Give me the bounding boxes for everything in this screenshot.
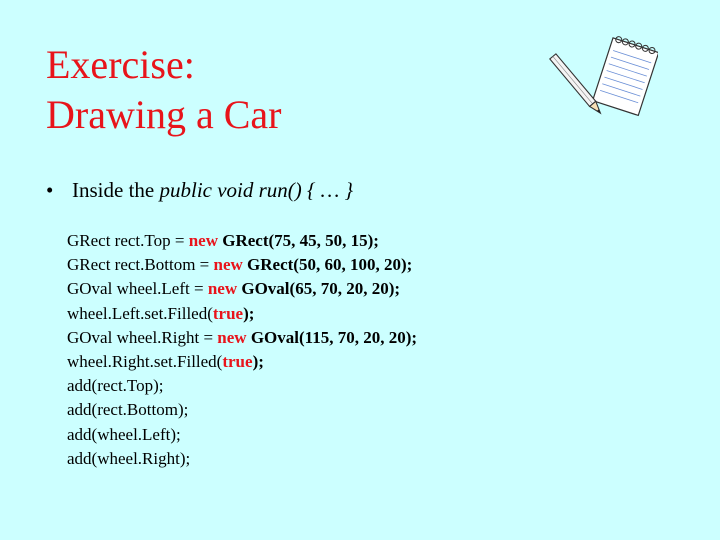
code-line xyxy=(67,229,417,253)
code-text: GOval wheel.Left = xyxy=(67,279,208,299)
code-text: GRect rect.Bottom = xyxy=(67,255,214,275)
code-line xyxy=(67,423,417,447)
code-line xyxy=(67,277,417,301)
code-keyword: new xyxy=(207,279,238,299)
code-line xyxy=(67,447,417,471)
code-line xyxy=(67,326,417,350)
code-text-bold: GRect(75, 45, 50, 15); xyxy=(217,231,379,250)
code-text: wheel.Left.set.Filled( xyxy=(67,303,213,323)
code-text-bold: ); xyxy=(243,303,255,323)
slide-title xyxy=(46,40,281,140)
method-signature: public void run() { … } xyxy=(159,178,354,202)
title-line-1: Exercise: xyxy=(46,42,195,87)
code-text: add(wheel.Right); xyxy=(67,448,191,468)
code-text-bold: ); xyxy=(252,352,264,372)
code-line xyxy=(67,374,417,398)
code-line xyxy=(67,253,417,277)
code-line xyxy=(67,302,417,326)
code-text-bold: GRect(50, 60, 100, 20); xyxy=(242,255,413,275)
code-text: add(rect.Top); xyxy=(67,376,164,396)
code-text-bold: GOval(65, 70, 20, 20); xyxy=(237,279,401,299)
code-keyword: true xyxy=(222,352,253,372)
code-line xyxy=(67,398,417,422)
code-block xyxy=(67,229,417,471)
code-text: add(rect.Bottom); xyxy=(67,400,189,420)
code-text: GOval wheel.Right = xyxy=(67,327,218,347)
code-keyword: new xyxy=(213,255,243,275)
code-text: GRect rect.Top = xyxy=(67,231,189,250)
code-line xyxy=(67,350,417,374)
bullet-item xyxy=(46,178,353,203)
code-keyword: new xyxy=(217,327,247,347)
code-text: add(wheel.Left); xyxy=(67,424,181,444)
code-text: wheel.Right.set.Filled( xyxy=(67,352,223,372)
bullet-intro: Inside the xyxy=(72,178,160,202)
code-keyword: new xyxy=(188,231,218,250)
code-text-bold: GOval(115, 70, 20, 20); xyxy=(246,327,418,347)
title-line-2: Drawing a Car xyxy=(46,92,282,137)
code-keyword: true xyxy=(212,303,244,323)
bullet-marker: • xyxy=(46,178,54,202)
notepad-pencil-icon xyxy=(548,34,658,134)
